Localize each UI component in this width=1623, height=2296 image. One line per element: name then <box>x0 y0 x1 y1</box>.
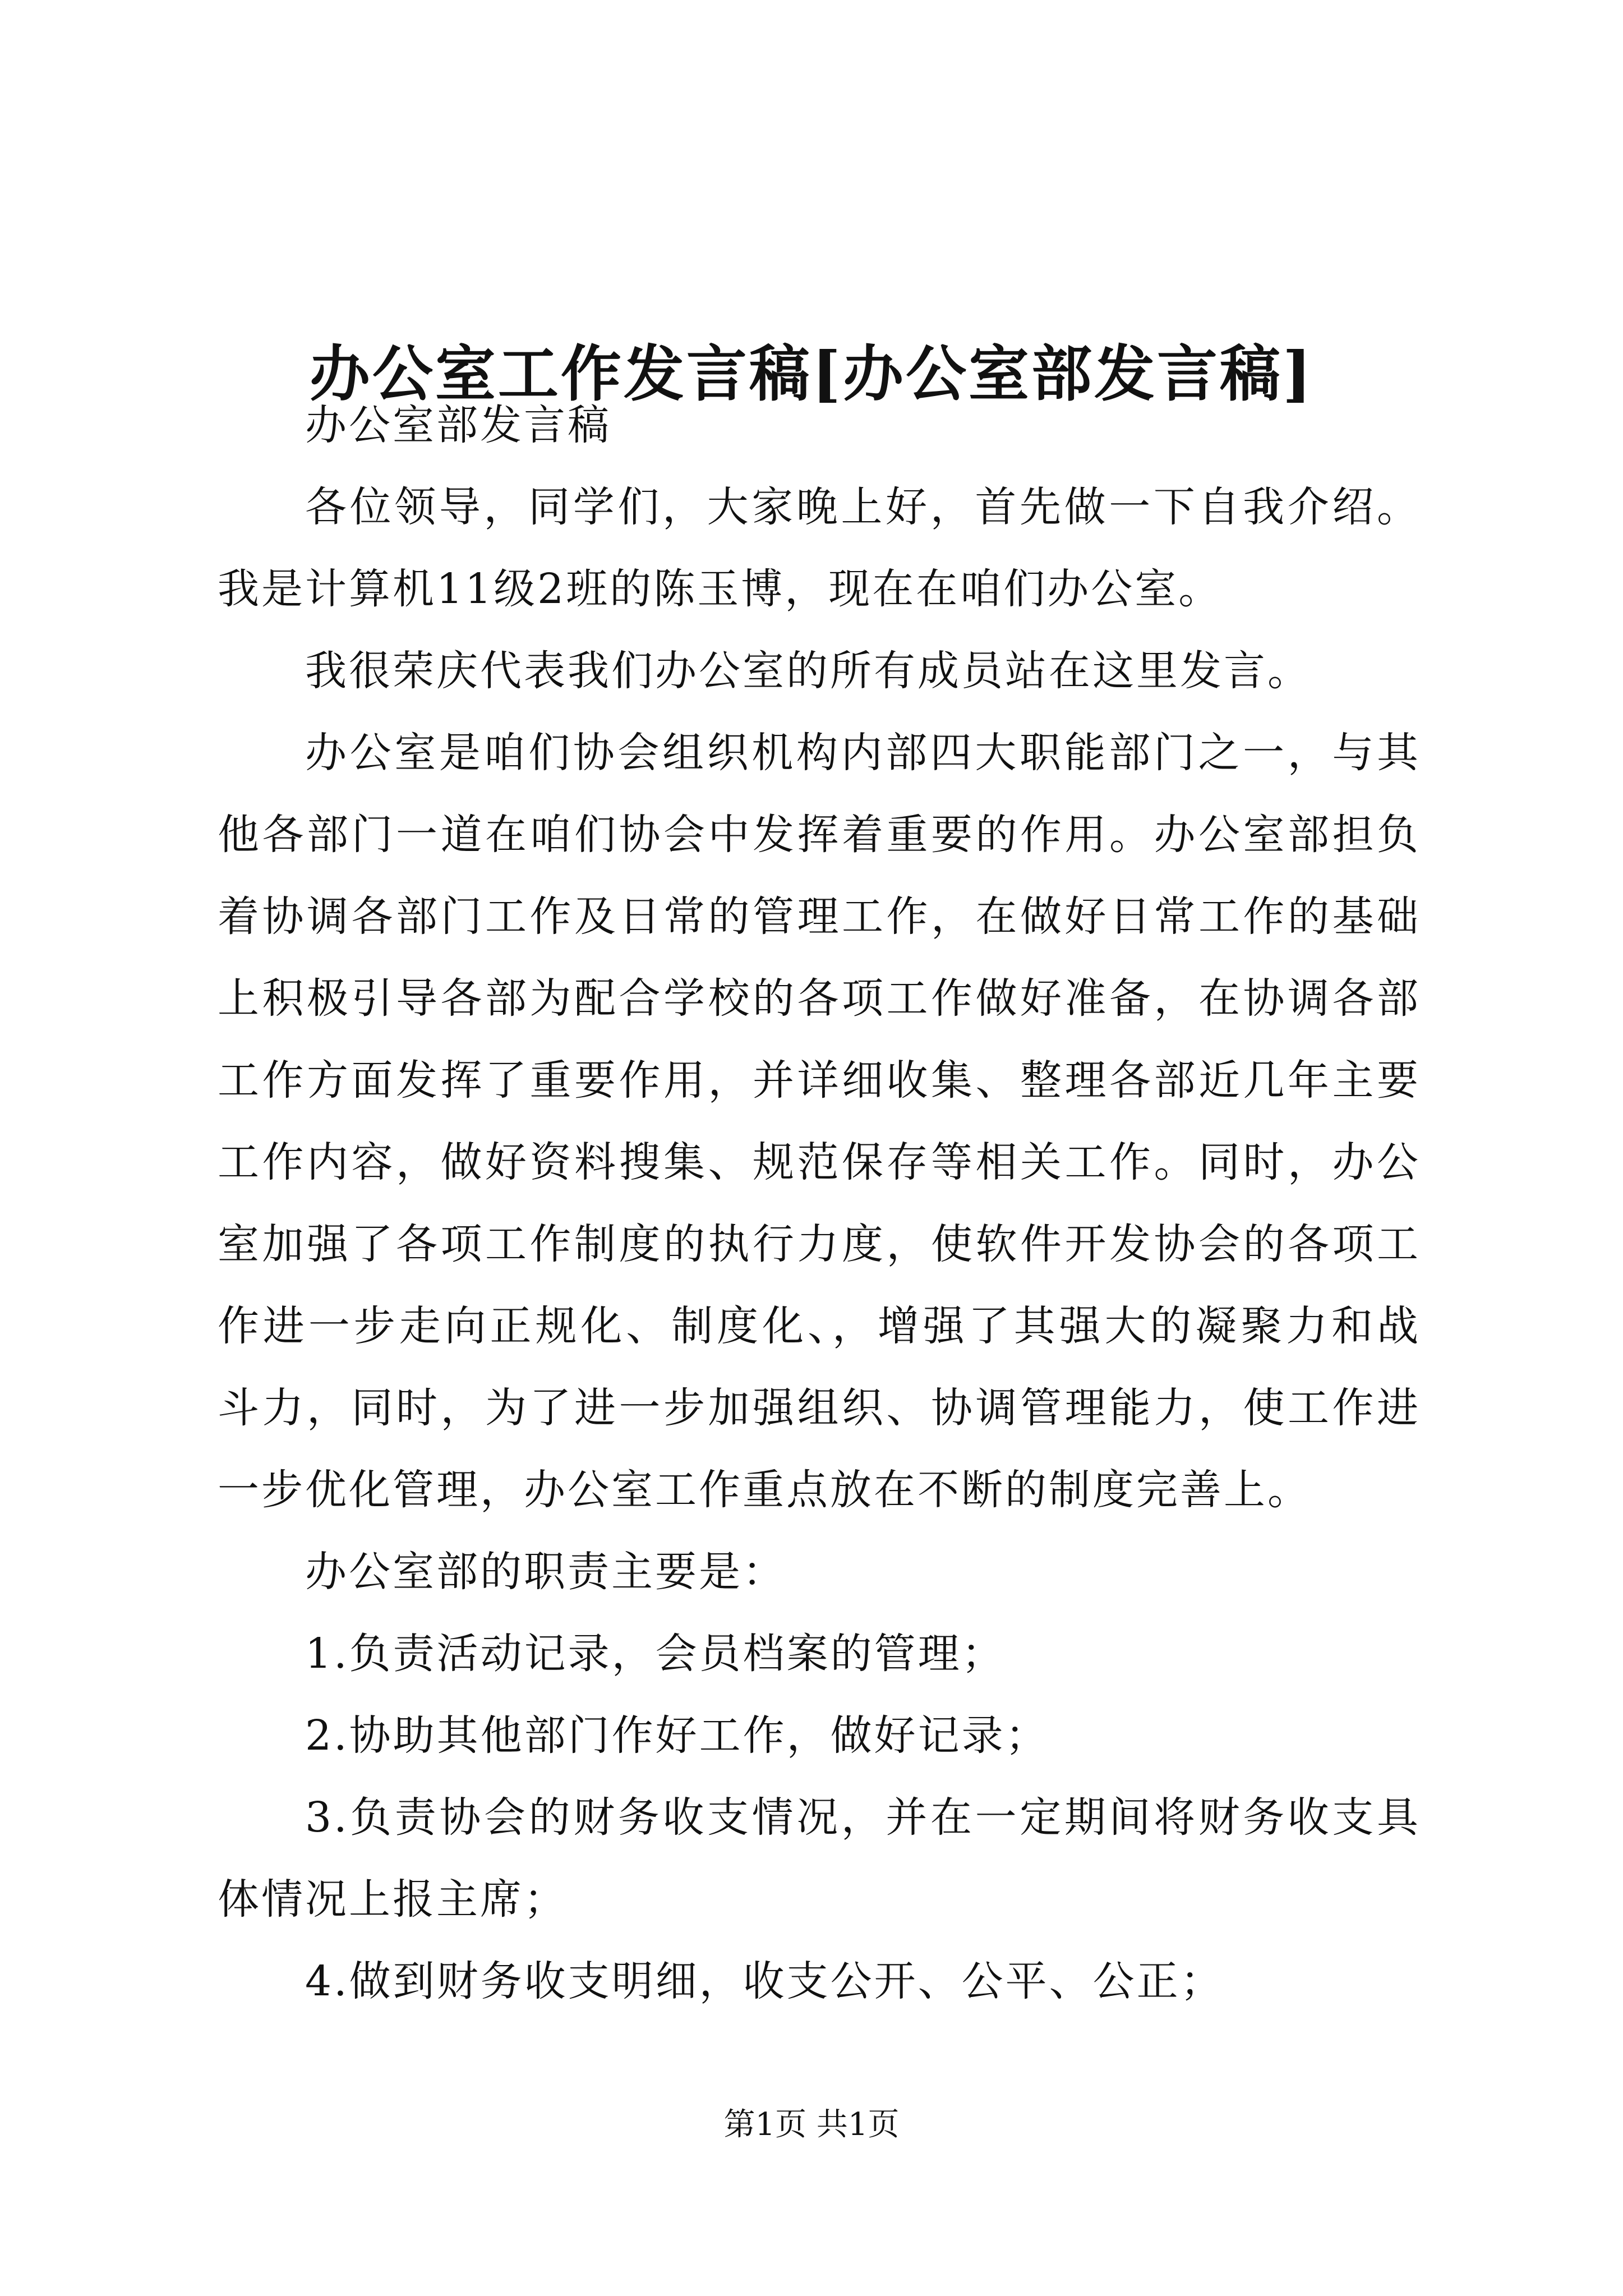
document-body <box>218 384 1421 2022</box>
duty-item-3: 3.负责协会的财务收支情况，并在一定期间将财务收支具体情况上报主席； <box>218 1793 1421 1924</box>
paragraph-subtitle: 办公室部发言稿 <box>305 401 611 449</box>
document-title: 办公室工作发言稿[办公室部发言稿] <box>309 339 1314 410</box>
duty-item-1: 1.负责活动记录，会员档案的管理； <box>305 1630 1006 1678</box>
page-footer: 第1页 共1页 <box>723 2106 900 2143</box>
paragraph-honor: 我很荣庆代表我们办公室的所有成员站在这里发言。 <box>305 647 1311 695</box>
paragraph-duties-heading: 办公室部的职责主要是： <box>305 1548 786 1596</box>
paragraph-office-description: 办公室是咱们协会组织机构内部四大职能部门之一，与其他各部门一道在咱们协会中发挥着重要的作用。办公室部担负着协调各部门工作及日常的管理工作，在做好日常工作的基础上积极引导各部为配合学校的各项工作做好准备，在协调各部工作方面发挥了重要作用，并详细收集、整理各部近几年主要工作内容，做好资料搜集、规范保存等相关工作。同时，办公室加强了各项工作制度的执行力度，使软件开发协会的各项工作进一步走向正规化、制度化、，增强了其强大的凝聚力和战斗力，同时，为了进一步加强组织、协调管理能力，使工作进一步优化管理，办公室工作重点放在不断的制度完善上。 <box>218 729 1421 1514</box>
duty-item-2: 2.协助其他部门作好工作，做好记录； <box>305 1711 1049 1760</box>
duty-item-4: 4.做到财务收支明细，收支公开、公平、公正； <box>305 1957 1224 2005</box>
paragraph-greeting: 各位领导，同学们，大家晚上好，首先做一下自我介绍。我是计算机11级2班的陈玉博，现在在咱们办公室。 <box>218 483 1421 613</box>
